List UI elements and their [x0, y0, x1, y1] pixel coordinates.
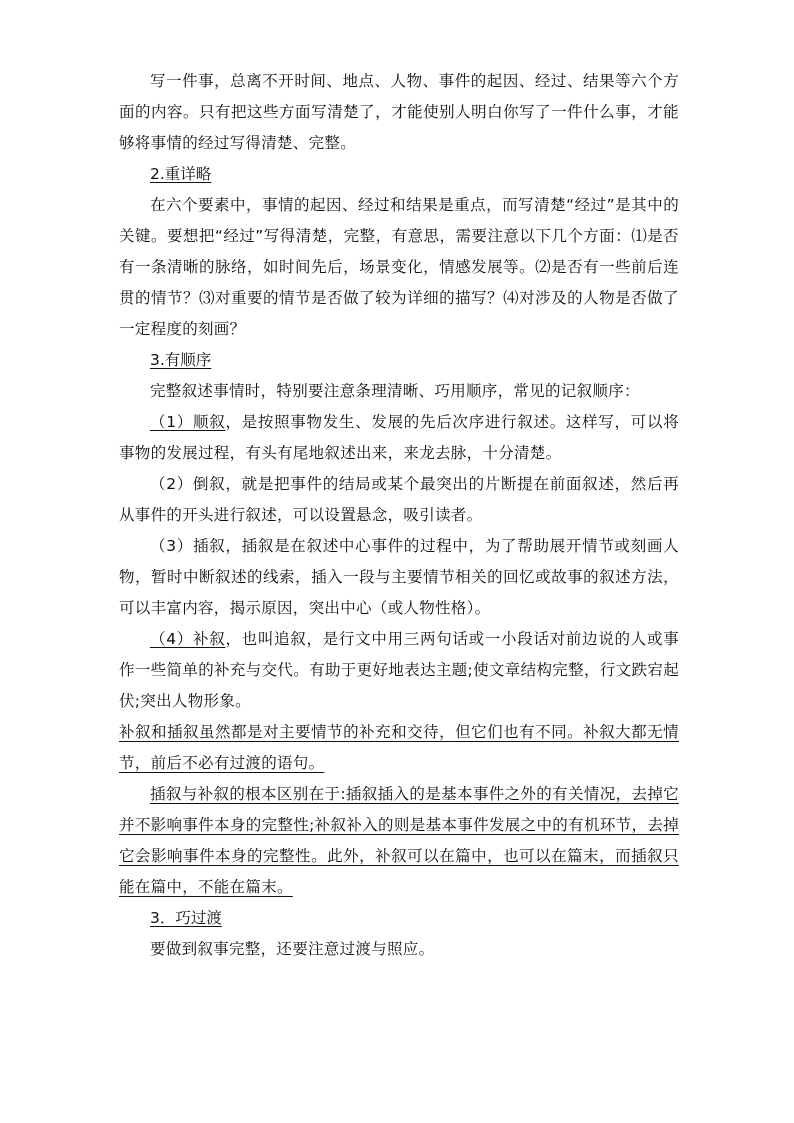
- order-intro-paragraph: 完整叙述事情时，特别要注意条理清晰、巧用顺序，常见的记叙顺序：: [150, 382, 640, 400]
- chronological-paragraph: [119, 407, 679, 469]
- comparison-paragraph: [119, 717, 679, 779]
- supplementary-text: ，也叫追叙，是行文中用三两句话或一小段话对前边说的人或事作一些简单的补充与交代。有助于更好地表达主题;使文章结构完整，行文跌宕起伏;突出人物形象。: [119, 630, 679, 710]
- supplementary-term: （4）补叙: [150, 630, 226, 648]
- supplementary-paragraph: [119, 624, 679, 717]
- section-heading-details-text: 2.重详略: [150, 165, 212, 183]
- comparison-text: 补叙和插叙虽然都是对主要情节的补充和交待，但它们也有不同。补叙大都无情节，前后不必有过渡的语句。: [119, 723, 679, 772]
- difference-text: 插叙与补叙的根本区别在于:插叙插入的是基本事件之外的有关情况，去掉它并不影响事件本身的完整性;补叙补入的则是基本事件发展之中的有机环节，去掉它会影响事件本身的完整性。此外，补叙可以在篇中，也可以在篇末，而插叙只能在篇中，不能在篇末。: [119, 785, 679, 896]
- flashback-paragraph: （2）倒叙，就是把事件的结局或某个最突出的片断提在前面叙述，然后再从事件的开头进行叙述，可以设置悬念，吸引读者。: [119, 475, 679, 524]
- intro-paragraph: 写一件事，总离不开时间、地点、人物、事件的起因、经过、结果等六个方面的内容。只有把这些方面写清楚了，才能使别人明白你写了一件什么事，才能够将事情的经过写得清楚、完整。: [119, 72, 679, 152]
- section-heading-order-text: 3.有顺序: [150, 351, 212, 369]
- chronological-text: ，是按照事物发生、发展的先后次序进行叙述。这样写，可以将事物的发展过程，有头有尾地叙述出来，来龙去脉，十分清楚。: [119, 413, 679, 462]
- section-heading-transition: [119, 903, 679, 934]
- document-body: [119, 66, 679, 965]
- section-heading-order: [119, 345, 679, 376]
- interpolation-paragraph: （3）插叙，插叙是在叙述中心事件的过程中，为了帮助展开情节或刻画人物，暂时中断叙述的线索，插入一段与主要情节相关的回忆或故事的叙述方法，可以丰富内容，揭示原因，突出中心（或人物性格）。: [119, 537, 679, 617]
- section-heading-transition-text: 3．巧过渡: [150, 909, 222, 927]
- difference-paragraph: [119, 779, 679, 903]
- chronological-term: （1）顺叙: [150, 413, 226, 431]
- transition-paragraph: 要做到叙事完整，还要注意过渡与照应。: [150, 940, 435, 958]
- section-heading-details: [119, 159, 679, 190]
- details-paragraph: 在六个要素中，事情的起因、经过和结果是重点，而写清楚“经过”是其中的关键。要想把“经过”写得清楚，完整，有意思，需要注意以下几个方面：⑴是否有一条清晰的脉络，如时间先后，场景变化，情感发展等。⑵是否有一些前后连贯的情节？⑶对重要的情节是否做了较为详细的描写？⑷对涉及的人物是否做了一定程度的刻画？: [119, 196, 679, 338]
